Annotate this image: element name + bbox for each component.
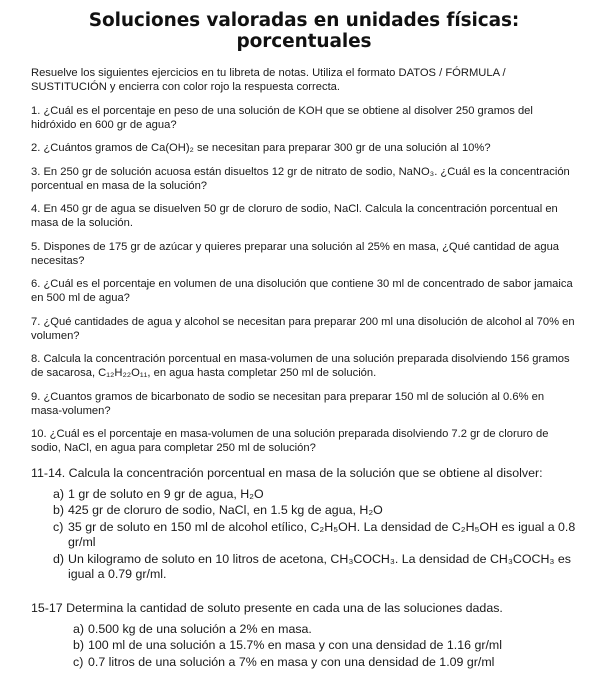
item-text: 0.7 litros de una solución a 7% en masa y con una densidad de 1.09 gr/ml [88, 654, 495, 669]
section-11-14-heading: 11-14. Calcula la concentración porcentual en masa de la solución que se obtiene al disolver: [31, 465, 543, 480]
instructions: Resuelve los siguientes ejercicios en tu libreta de notas. Utiliza el formato DATOS / FÓRMULA / SUSTITUCIÓN y encierra con color rojo la respuesta correcta. [31, 67, 506, 93]
section-15-17-list [73, 622, 577, 671]
item-text: 0.500 kg de una solución a 2% en masa. [88, 621, 312, 636]
question-10: 10. ¿Cuál es el porcentaje en masa-volumen de una solución preparada disolviendo 7.2 gr de cloruro de sodio, NaCl, en agua para completar 250 ml de solución? [31, 428, 549, 454]
item-label: b) [73, 638, 85, 652]
item-label: a) [53, 486, 65, 501]
item-label: d) [53, 551, 65, 566]
item-label: a) [73, 621, 85, 636]
question-9: 9. ¿Cuantos gramos de bicarbonato de sodio se necesitan para preparar 150 ml de solución al 0.6% en masa-volumen? [31, 390, 545, 417]
item-label: c) [53, 519, 64, 534]
list-item [53, 552, 577, 583]
spacer [31, 584, 577, 598]
list-item [53, 503, 577, 519]
list-item [73, 622, 577, 638]
item-text: 100 ml de una solución a 15.7% en masa y con una densidad de 1.16 gr/ml [88, 638, 502, 652]
question-8: 8. Calcula la concentración porcentual en masa-volumen de una solución preparada disolviendo 156 gramos de sacarosa, C₁₂H₂₂O₁₁, en agua hasta completar 250 ml de solución. [31, 353, 570, 379]
list-item [73, 655, 577, 671]
list-item [73, 638, 577, 654]
item-text: Un kilogramo de soluto en 10 litros de acetona, CH₃COCH₃. La densidad de CH₃COCH₃ es igual a 0.79 gr/ml. [68, 551, 571, 581]
question-2: 2. ¿Cuántos gramos de Ca(OH)₂ se necesitan para preparar 300 gr de una solución al 10%? [31, 142, 491, 154]
section-11-14-list [53, 487, 577, 583]
list-item [53, 520, 577, 551]
page-title: Soluciones valoradas en unidades físicas: porcentuales [88, 10, 520, 52]
question-6: 6. ¿Cuál es el porcentaje en volumen de una disolución que contiene 30 ml de concentrado de sabor jamaica en 500 ml de agua? [31, 278, 573, 304]
item-text: 425 gr de cloruro de sodio, NaCl, en 1.5 kg de agua, H₂O [68, 503, 383, 517]
item-text: 1 gr de soluto en 9 gr de agua, H₂O [68, 486, 264, 501]
item-label: b) [53, 503, 65, 517]
item-text: 35 gr de soluto en 150 ml de alcohol etílico, C₂H₅OH. La densidad de C₂H₅OH es igual a 0.8 gr/ml [68, 519, 576, 549]
question-7: 7. ¿Qué cantidades de agua y alcohol se necesitan para preparar 200 ml una disolución de alcohol al 70% en volumen? [31, 315, 575, 342]
question-5: 5. Dispones de 175 gr de azúcar y quieres preparar una solución al 25% en masa, ¿Qué cantidad de agua necesitas? [31, 240, 560, 267]
item-label: c) [73, 654, 84, 669]
question-3: 3. En 250 gr de solución acuosa están disueltos 12 gr de nitrato de sodio, NaNO₃. ¿Cuál es la concentración porcentual en masa de la solución? [31, 165, 570, 192]
question-1: 1. ¿Cuál es el porcentaje en peso de una solución de KOH que se obtiene al disolver 250 gramos del hidróxido en 600 gr de agua? [31, 104, 533, 131]
question-4: 4. En 450 gr de agua se disuelven 50 gr de cloruro de sodio, NaCl. Calcula la concentración porcentual en masa de la solución. [31, 203, 558, 229]
section-15-17-heading: 15-17 Determina la cantidad de soluto presente en cada una de las soluciones dadas. [31, 600, 503, 615]
list-item [53, 487, 577, 503]
